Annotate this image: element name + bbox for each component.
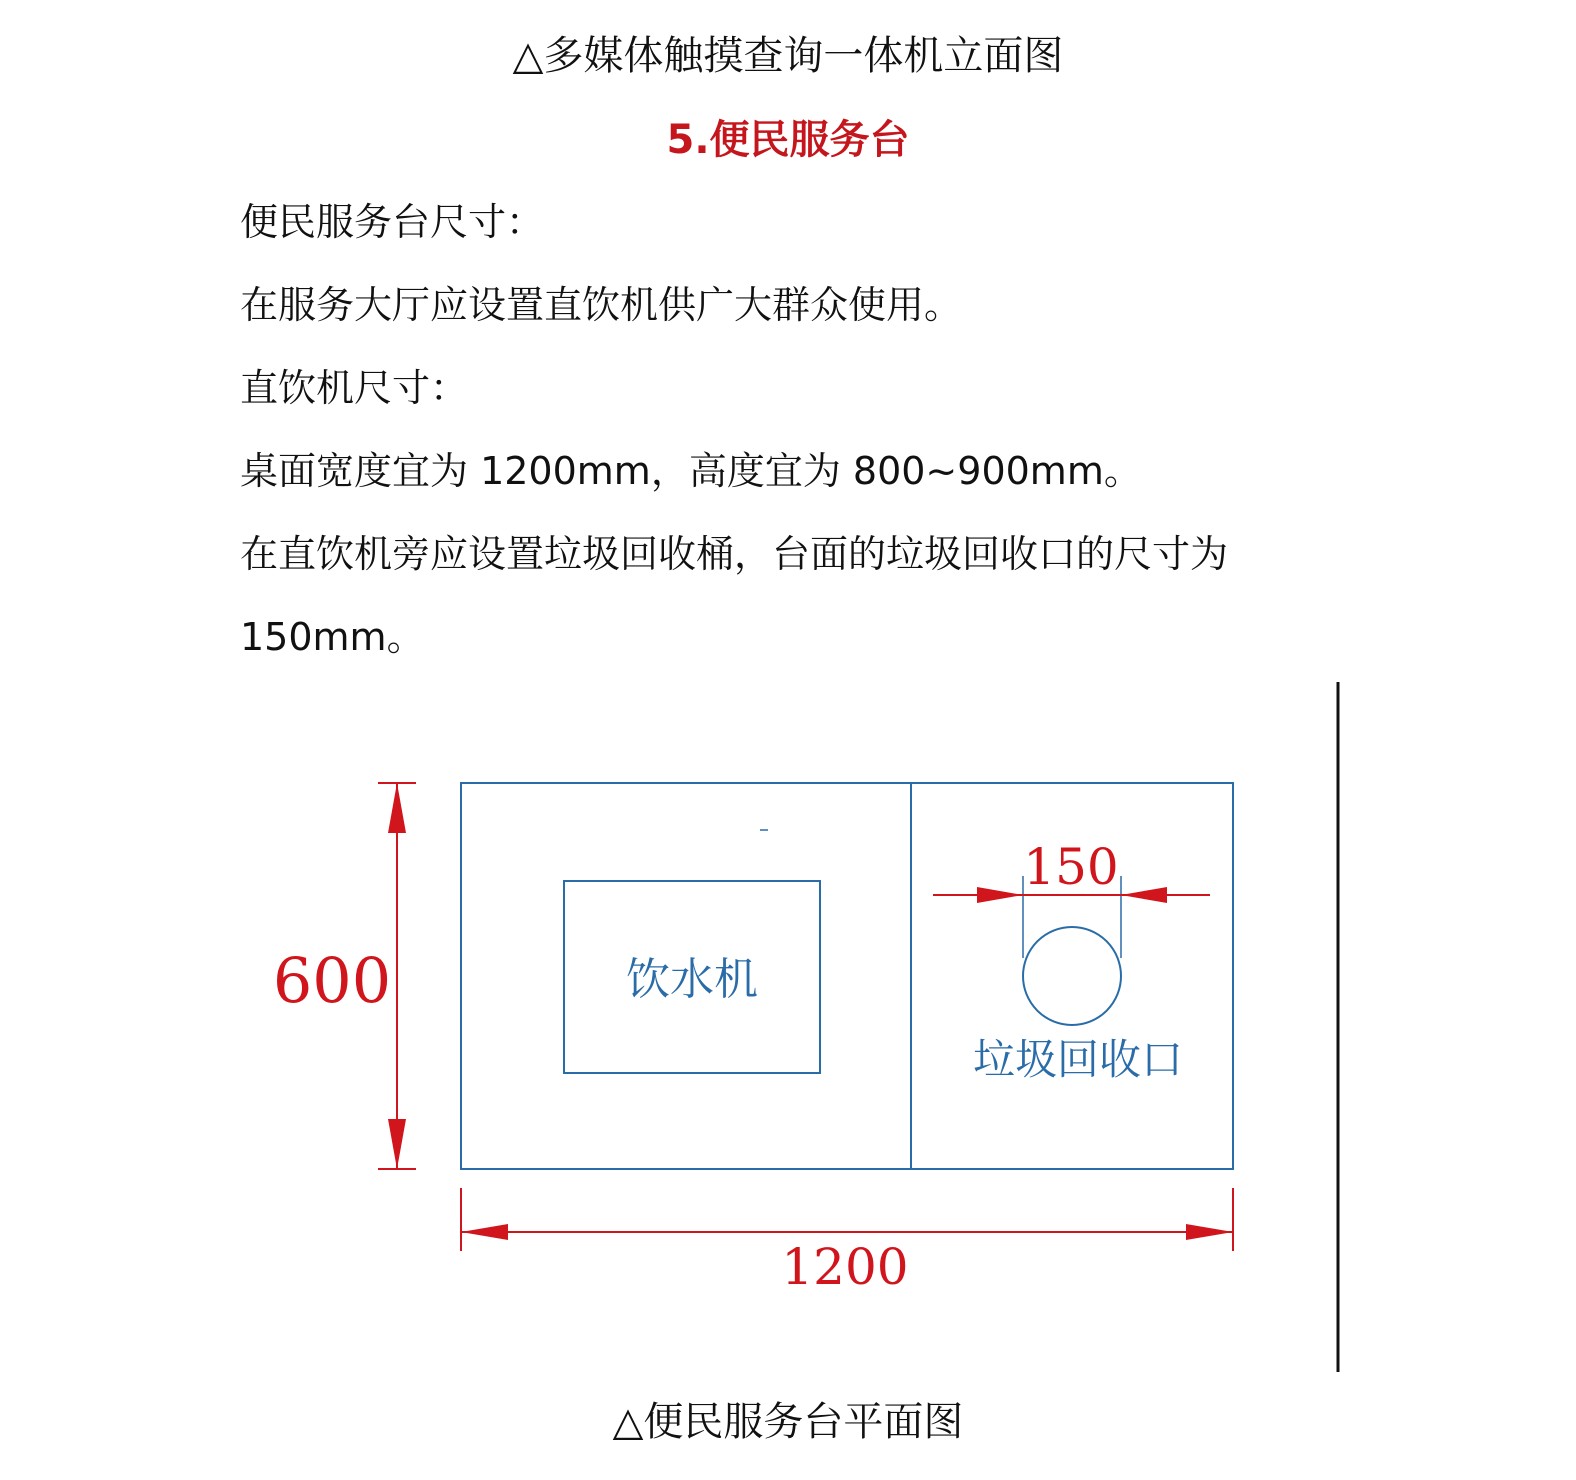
paragraph-desk-dimensions: 桌面宽度宜为 1200mm，高度宜为 800~900mm。 bbox=[240, 449, 1142, 493]
trash-opening-label: 垃圾回收口 bbox=[972, 1035, 1184, 1084]
plan-caption: △便民服务台平面图 bbox=[612, 1399, 964, 1445]
width-dimension-text: 1200 bbox=[781, 1238, 909, 1296]
paragraph-desk-size: 便民服务台尺寸： bbox=[240, 200, 545, 244]
paragraph-trash-size: 150mm。 bbox=[240, 615, 425, 659]
opening-dimension-text: 150 bbox=[1023, 838, 1119, 896]
section-heading: 5.便民服务台 bbox=[666, 117, 910, 163]
opening-arrow-right bbox=[1121, 887, 1167, 903]
paragraph-trash-bin: 在直饮机旁应设置垃圾回收桶，台面的垃圾回收口的尺寸为 bbox=[240, 532, 1229, 576]
paragraph-water-dispenser: 在服务大厅应设置直饮机供广大群众使用。 bbox=[240, 283, 963, 327]
opening-arrow-left bbox=[977, 887, 1023, 903]
width-arrow-right bbox=[1186, 1224, 1233, 1240]
trash-opening-circle bbox=[1023, 927, 1121, 1025]
paragraph-dispenser-size: 直饮机尺寸： bbox=[240, 366, 469, 410]
width-arrow-left bbox=[461, 1224, 508, 1240]
elevation-caption: △多媒体触摸查询一体机立面图 bbox=[512, 33, 1064, 79]
height-arrow-top bbox=[388, 783, 406, 833]
service-desk-plan-diagram bbox=[0, 660, 1576, 1390]
height-dimension-text: 600 bbox=[272, 944, 392, 1017]
water-dispenser-label: 饮水机 bbox=[626, 954, 758, 1005]
height-arrow-bottom bbox=[388, 1119, 406, 1169]
